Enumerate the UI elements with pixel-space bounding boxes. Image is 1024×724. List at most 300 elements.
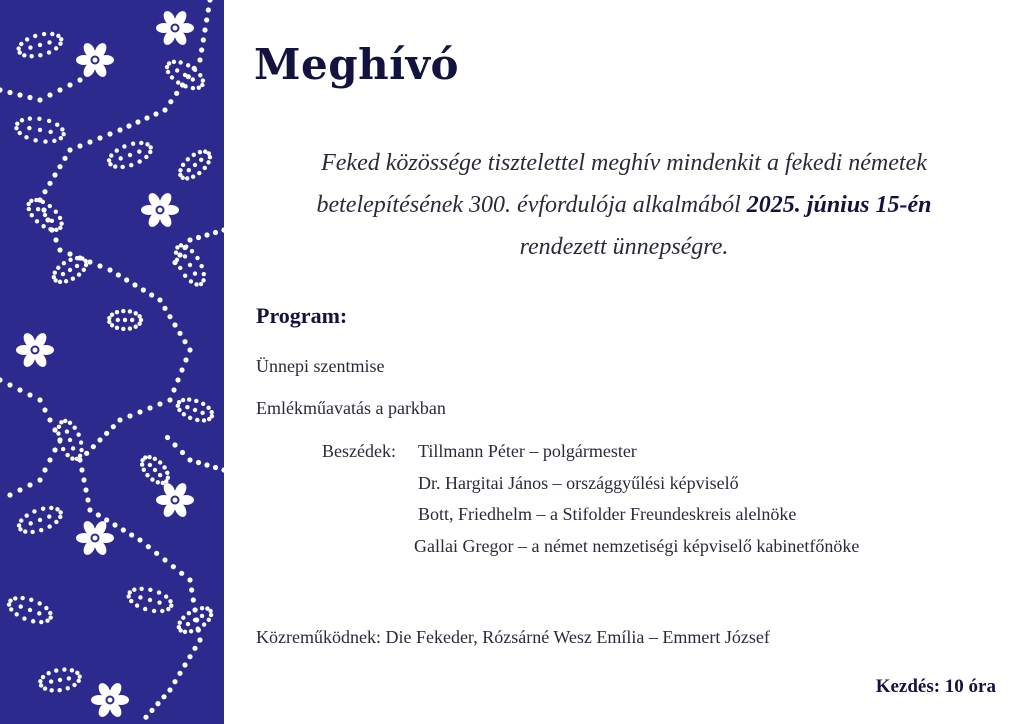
pattern-dot (49, 679, 53, 683)
pattern-dot (15, 121, 19, 125)
pattern-dot (148, 588, 152, 592)
pattern-dot (73, 425, 77, 429)
pattern-dot (65, 429, 69, 433)
pattern-dot (48, 611, 52, 615)
pattern-dot (87, 507, 92, 512)
pattern-dot (59, 136, 63, 140)
pattern-dot (42, 467, 47, 472)
pattern-dot (187, 168, 191, 172)
intro-text-end: rendezett ünnepségre. (519, 234, 729, 260)
pattern-dot (197, 171, 201, 175)
pattern-dot (140, 462, 144, 466)
pattern-dot (54, 46, 58, 50)
pattern-dot (44, 606, 48, 610)
flower-center-dot (158, 208, 163, 213)
pattern-dot (45, 217, 50, 222)
pattern-dot (183, 254, 187, 258)
pattern-dot (7, 492, 12, 497)
pattern-dot (37, 601, 41, 605)
program-heading: Program: (256, 303, 348, 328)
pattern-dot (191, 86, 195, 90)
pattern-dot (54, 228, 58, 232)
pattern-dot (110, 313, 114, 317)
pattern-dot (121, 309, 125, 313)
flower-center-dot (108, 698, 113, 703)
pattern-dot (166, 70, 170, 74)
pattern-dot (18, 527, 22, 531)
pattern-dot (68, 438, 72, 442)
pattern-dot (17, 92, 22, 97)
pattern-dot (192, 646, 197, 651)
pattern-dot (31, 619, 35, 623)
pattern-dot (27, 126, 31, 130)
pattern-dot (187, 654, 192, 659)
pattern-dot (185, 405, 189, 409)
pattern-dot (60, 127, 64, 131)
pattern-dot (213, 230, 218, 235)
pattern-dot (25, 513, 29, 517)
pattern-dot (17, 523, 21, 527)
pattern-dot (166, 607, 170, 611)
pattern-dot (130, 318, 134, 322)
pattern-dot (20, 118, 24, 122)
pattern-dot (202, 622, 206, 626)
pattern-dot (97, 263, 102, 268)
pattern-dot (19, 42, 23, 46)
pattern-dot (107, 267, 112, 272)
pattern-dot (175, 68, 179, 72)
pattern-dot (179, 243, 183, 247)
pattern-dot (177, 671, 182, 676)
pattern-dot (67, 676, 71, 680)
pattern-dot (68, 258, 72, 262)
pattern-dot (183, 73, 187, 77)
pattern-dot (42, 407, 47, 412)
pattern-dot (38, 128, 42, 132)
pattern-dot (193, 608, 197, 612)
pattern-dot (191, 175, 195, 179)
pattern-dot (7, 602, 11, 606)
pattern-dot (176, 80, 180, 84)
pattern-dot (209, 613, 213, 617)
pattern-dot (37, 97, 42, 102)
pattern-dot (59, 420, 63, 424)
invitation-title: Meghívó (254, 40, 459, 89)
pattern-dot (70, 668, 74, 672)
pattern-dot (61, 132, 65, 136)
pattern-dot (7, 382, 12, 387)
pattern-dot (164, 594, 168, 598)
pattern-dot (171, 387, 176, 392)
pattern-dot (18, 604, 22, 608)
pattern-dot (0, 377, 3, 382)
pattern-dot (63, 419, 67, 423)
pattern-dot (134, 311, 138, 315)
pattern-dot (57, 425, 61, 429)
pattern-dot (58, 515, 62, 519)
pattern-dot (55, 507, 59, 511)
pattern-dot (213, 465, 218, 470)
pattern-dot (53, 270, 57, 274)
pattern-dot (179, 571, 184, 576)
pattern-dot (203, 166, 207, 170)
pattern-dot (165, 435, 170, 440)
pattern-dot (75, 264, 79, 268)
pattern-dot (30, 530, 34, 534)
pattern-dot (16, 46, 20, 50)
pattern-dot (67, 82, 72, 87)
pattern-dot (37, 397, 42, 402)
pattern-dot (18, 131, 22, 135)
pattern-dot (197, 85, 201, 89)
pattern-dot (152, 609, 156, 613)
pattern-dot (197, 57, 202, 62)
pattern-dot (199, 264, 203, 268)
pattern-dot (182, 412, 186, 416)
pattern-dot (147, 405, 152, 410)
pattern-dot (137, 149, 141, 153)
pattern-dot (145, 142, 149, 146)
pattern-dot (37, 611, 41, 615)
pattern-dot (189, 629, 193, 633)
pattern-dot (207, 417, 211, 421)
pattern-dot (57, 164, 62, 169)
pattern-dot (187, 347, 192, 352)
pattern-dot (57, 688, 61, 692)
pattern-dot (84, 263, 88, 267)
pattern-dot (193, 163, 197, 167)
pattern-dot (128, 309, 132, 313)
pattern-dot (22, 53, 26, 57)
pattern-dot (23, 529, 27, 533)
pattern-dot (178, 173, 182, 177)
pattern-dot (77, 77, 82, 82)
pattern-dot (29, 199, 33, 203)
pattern-dot (76, 432, 80, 436)
program-item-memorial: Emlékműavatás a parkban (256, 398, 446, 418)
pattern-dot (109, 153, 113, 157)
pattern-dot (48, 130, 52, 134)
pattern-dot (83, 487, 88, 492)
pattern-dot (17, 387, 22, 392)
pattern-dot (155, 701, 160, 706)
pattern-dot (193, 68, 197, 72)
pattern-dot (180, 450, 185, 455)
pattern-dot (58, 42, 62, 46)
pattern-dot (33, 34, 37, 38)
pattern-dot (195, 418, 199, 422)
pattern-dot (190, 249, 194, 253)
pattern-dot (185, 176, 189, 180)
pattern-dot (142, 468, 146, 472)
pattern-dot (24, 135, 28, 139)
pattern-dot (201, 78, 205, 82)
pattern-dot (157, 600, 161, 604)
pattern-dot (27, 392, 32, 397)
pattern-dot (126, 594, 130, 598)
pattern-dot (41, 675, 45, 679)
pattern-dot (107, 131, 112, 136)
pattern-dot (193, 618, 197, 622)
pattern-dot (192, 153, 196, 157)
speeches-label: Beszédek: (322, 441, 396, 461)
pattern-dot (147, 455, 151, 459)
pattern-dot (79, 448, 83, 452)
pattern-dot (62, 261, 66, 265)
pattern-dot (58, 439, 62, 443)
pattern-dot (52, 447, 57, 452)
pattern-dot (82, 268, 86, 272)
pattern-dot (183, 630, 187, 634)
pattern-dot (47, 119, 51, 123)
pattern-dot (75, 457, 79, 461)
pattern-dot (124, 277, 129, 282)
pattern-dot (84, 451, 89, 456)
pattern-dot (35, 219, 39, 223)
pattern-dot (148, 150, 152, 154)
pattern-dot (135, 603, 139, 607)
pattern-dot (108, 162, 112, 166)
pattern-dot (162, 306, 167, 311)
pattern-dot (36, 207, 40, 211)
pattern-dot (39, 528, 43, 532)
pattern-dot (68, 421, 72, 425)
pattern-dot (41, 224, 45, 228)
pattern-dot (43, 686, 47, 690)
pattern-dot (111, 424, 116, 429)
pattern-dot (138, 595, 142, 599)
pattern-dot (134, 324, 138, 328)
pattern-dot (206, 160, 210, 164)
pattern-dot (79, 467, 84, 472)
pattern-dot (128, 590, 132, 594)
pattern-dot (87, 259, 92, 264)
pattern-dot (37, 477, 42, 482)
pattern-dot (71, 446, 75, 450)
pattern-dot (25, 37, 29, 41)
pattern-dot (199, 282, 203, 286)
pattern-dot (58, 510, 62, 514)
pattern-dot (166, 476, 170, 480)
pattern-dot (75, 256, 79, 260)
pattern-dot (162, 557, 167, 562)
pattern-dot (57, 247, 62, 252)
pattern-dot (137, 409, 142, 414)
pattern-dot (200, 411, 204, 415)
pattern-dot (198, 73, 202, 77)
pattern-dot (178, 266, 182, 270)
pattern-dot (43, 139, 47, 143)
pattern-dot (48, 227, 52, 231)
pattern-dot (58, 226, 62, 230)
pattern-dot (196, 235, 201, 240)
pattern-dot (195, 256, 199, 260)
flower-center-dot (173, 498, 178, 503)
pattern-dot (64, 279, 68, 283)
pattern-dot (132, 588, 136, 592)
pattern-dot (27, 482, 32, 487)
pattern-dot (58, 678, 62, 682)
pattern-dot (178, 620, 182, 624)
pattern-dot (189, 587, 194, 592)
pattern-dot (194, 282, 198, 286)
pattern-dot (194, 399, 198, 403)
pattern-dot (177, 400, 181, 404)
pattern-dot (117, 417, 122, 422)
pattern-dot (149, 708, 154, 713)
pattern-dot (157, 590, 161, 594)
pattern-dot (104, 431, 109, 436)
pattern-dot (67, 251, 72, 256)
speaker-2: Dr. Hargitai János – országgyűlési képviselő (418, 473, 739, 493)
pattern-dot (47, 514, 51, 518)
pattern-dot (29, 598, 33, 602)
pattern-dot (206, 7, 211, 12)
pattern-dot (168, 599, 172, 603)
pattern-dot (206, 406, 210, 410)
pattern-dot (42, 189, 47, 194)
pattern-dot (47, 417, 52, 422)
pattern-dot (162, 107, 167, 112)
pattern-dot (78, 454, 82, 458)
pattern-dot (184, 244, 188, 248)
pattern-dot (175, 377, 180, 382)
pattern-dot (116, 318, 120, 322)
pattern-dot (158, 473, 162, 477)
pattern-dot (187, 457, 192, 462)
pattern-dot (129, 532, 134, 537)
pattern-dot (121, 327, 125, 331)
pattern-dot (7, 90, 12, 95)
pattern-dot (65, 453, 69, 457)
pattern-dot (28, 608, 32, 612)
pattern-dot (34, 198, 38, 202)
flower-center-dot (93, 536, 98, 541)
pattern-dot (189, 279, 193, 283)
pattern-dot (50, 219, 54, 223)
pattern-dot (210, 410, 214, 414)
pattern-dot (200, 83, 204, 87)
pattern-dot (131, 142, 135, 146)
pattern-dot (43, 213, 47, 217)
pattern-dot (154, 551, 159, 556)
pattern-dot (77, 674, 81, 678)
pattern-dot (161, 694, 166, 699)
pattern-dot (115, 310, 119, 314)
pattern-dot (97, 437, 102, 442)
pattern-dot (0, 87, 3, 92)
pattern-dot (49, 688, 53, 692)
pattern-dot (41, 207, 46, 212)
pattern-dot (157, 297, 162, 302)
pattern-dot (52, 275, 56, 279)
pattern-dot (179, 367, 184, 372)
pattern-dot (167, 314, 172, 319)
pattern-dot (149, 292, 154, 297)
pattern-dot (54, 209, 58, 213)
pattern-dot (148, 463, 152, 467)
flower-center-dot (93, 58, 98, 63)
flower-center-dot (173, 26, 178, 31)
pattern-dot (207, 0, 212, 3)
pattern-dot (183, 357, 188, 362)
pattern-dot (48, 615, 52, 619)
pattern-dot (128, 326, 132, 330)
pattern-dot (54, 668, 58, 672)
pattern-dot (14, 126, 18, 130)
invitation-content (224, 0, 1024, 724)
pattern-dot (120, 165, 124, 169)
pattern-dot (97, 135, 102, 140)
pattern-dot (169, 603, 173, 607)
pattern-dot (29, 54, 33, 58)
pattern-dot (201, 402, 205, 406)
pattern-dot (49, 506, 53, 510)
pattern-dot (129, 163, 133, 167)
pattern-dot (61, 272, 65, 276)
pattern-dot (52, 139, 56, 143)
pattern-dot (150, 477, 154, 481)
pattern-dot (126, 123, 131, 128)
pattern-dot (59, 37, 63, 41)
pattern-dot (199, 158, 203, 162)
pattern-dot (193, 271, 197, 275)
pattern-dot (46, 671, 50, 675)
pattern-dot (62, 156, 67, 161)
pattern-dot (135, 119, 140, 124)
pattern-dot (177, 252, 182, 257)
pattern-dot (202, 272, 206, 276)
flower-center-dot (33, 348, 38, 353)
pattern-dot (162, 465, 166, 469)
pattern-dot (19, 518, 23, 522)
pattern-dot (20, 596, 24, 600)
pattern-dot (122, 144, 126, 148)
decorative-pattern-panel (0, 0, 224, 724)
pattern-dot (96, 512, 101, 517)
pattern-dot (39, 683, 43, 687)
pattern-dot (144, 155, 148, 159)
pattern-dot (47, 457, 52, 462)
pattern-dot (178, 168, 182, 172)
pattern-dot (107, 320, 111, 324)
pattern-dot (201, 278, 205, 282)
pattern-dot (56, 431, 60, 435)
pattern-dot (107, 316, 111, 320)
pattern-dot (37, 117, 41, 121)
program-item-mass: Ünnepi szentmise (256, 356, 385, 376)
pattern-dot (79, 440, 83, 444)
pattern-dot (128, 153, 132, 157)
pattern-dot (187, 237, 192, 242)
pattern-dot (62, 667, 66, 671)
pattern-dot (59, 221, 63, 225)
pattern-dot (193, 408, 197, 412)
pattern-dot (139, 587, 143, 591)
pattern-dot (182, 662, 187, 667)
pattern-dot (47, 40, 51, 44)
pattern-dot (48, 204, 52, 208)
pattern-dot (18, 50, 22, 54)
pattern-dot (187, 611, 191, 615)
pattern-dot (107, 158, 111, 162)
pattern-dot (205, 606, 209, 610)
pattern-dot (181, 163, 185, 167)
pattern-dot (47, 50, 51, 54)
pattern-dot (50, 32, 54, 36)
pattern-dot (137, 314, 141, 318)
pattern-dot (167, 61, 171, 65)
